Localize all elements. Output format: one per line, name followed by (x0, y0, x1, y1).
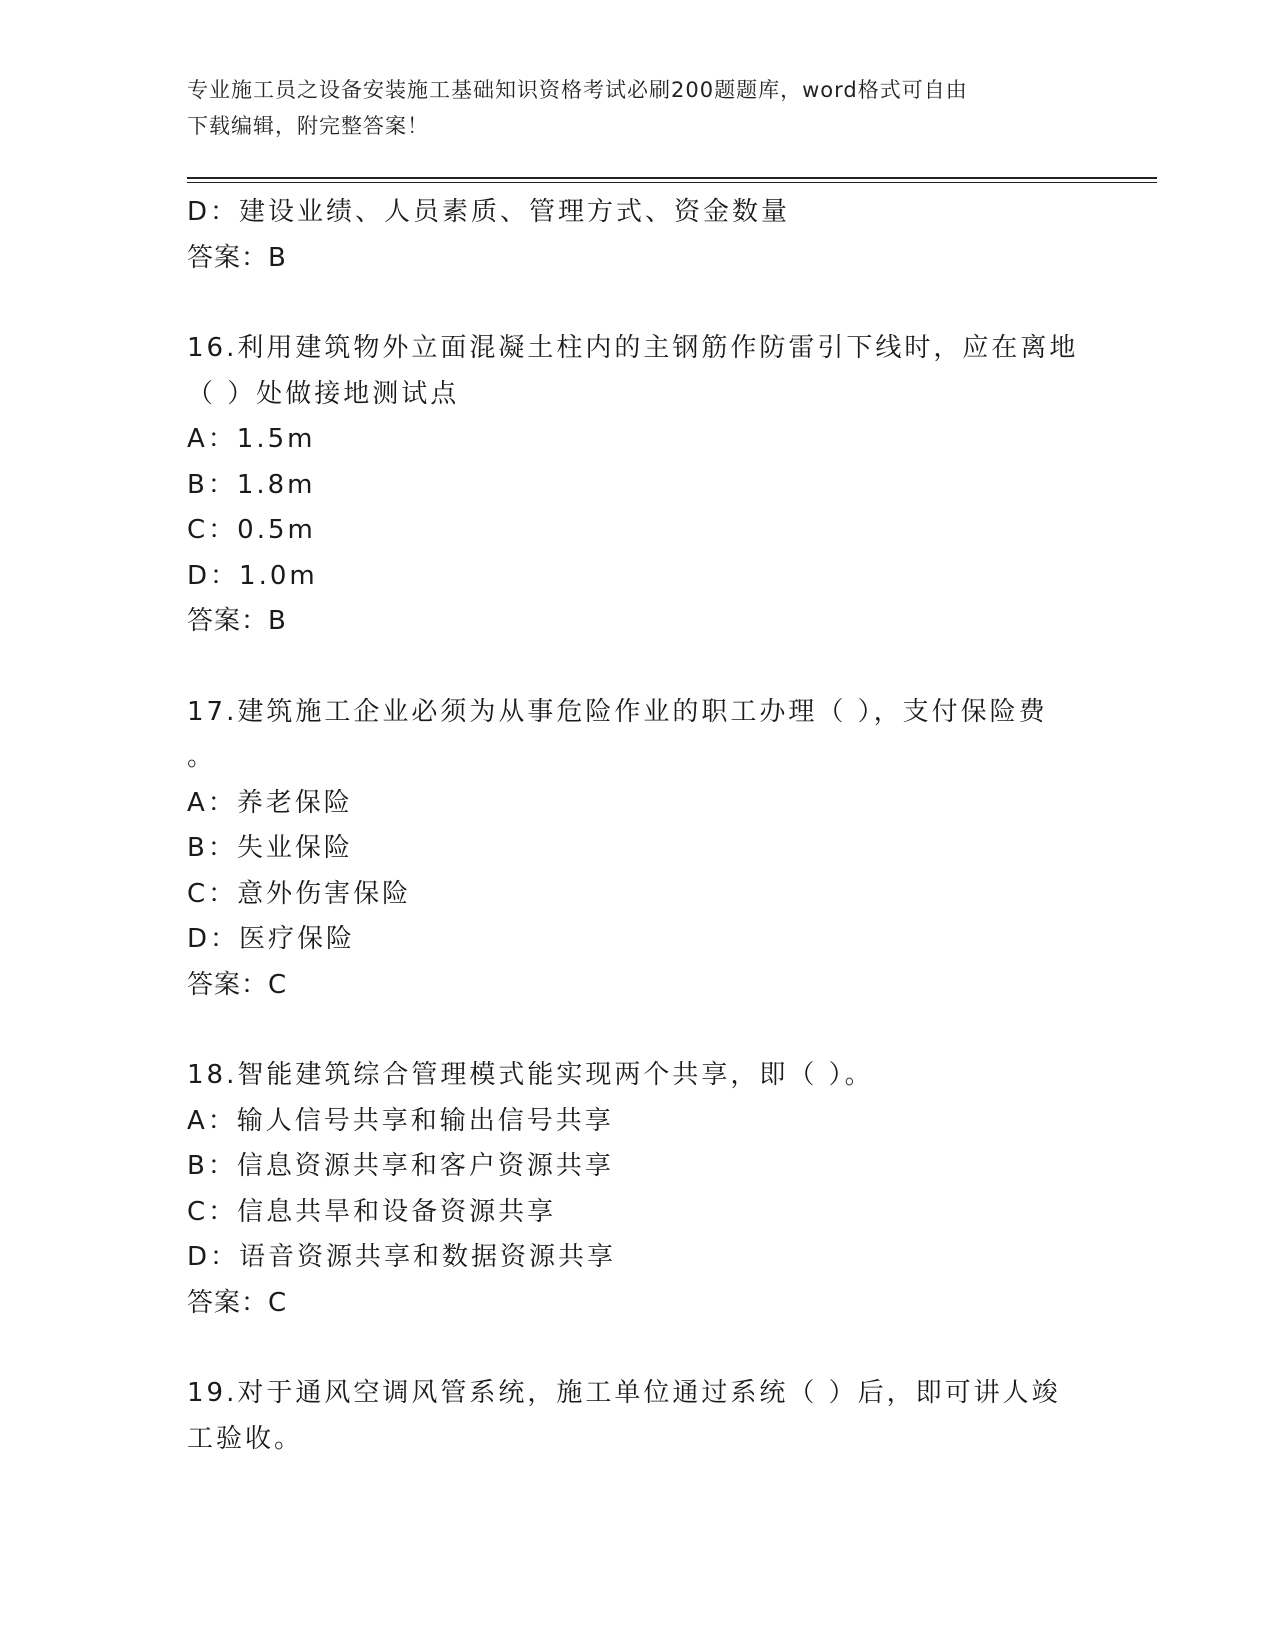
option-d: D：医疗保险 (187, 924, 356, 954)
option-b: B：信息资源共享和客户资源共享 (187, 1151, 614, 1181)
answer: 答案：C (187, 969, 288, 1000)
page-header (187, 72, 1077, 144)
spacer (187, 645, 1087, 690)
header-divider-thick (187, 177, 1157, 179)
question-16 (187, 326, 1087, 645)
option-b: B：失业保险 (187, 833, 353, 863)
question-text: 。 (187, 742, 217, 772)
header-title-line-1: 专业施工员之设备安装施工基础知识资格考试必刷200题题库，word格式可自由 (187, 78, 968, 102)
spacer (187, 281, 1087, 326)
option-d: D：语音资源共享和数据资源共享 (187, 1242, 617, 1272)
spacer (187, 1326, 1087, 1371)
answer: 答案：B (187, 606, 287, 636)
option-d: D：1.0m (187, 560, 318, 591)
option-a: A：养老保险 (187, 787, 353, 818)
prev-option-d: D：建设业绩、人员素质、管理方式、资金数量 (187, 197, 791, 227)
header-divider-thin (187, 182, 1157, 183)
question-19 (187, 1371, 1087, 1462)
prev-answer: 答案：B (187, 242, 287, 273)
question-text: 工验收。 (187, 1423, 304, 1454)
question-body (187, 190, 1087, 1462)
option-c: C：0.5m (187, 515, 316, 545)
option-c: C：意外伤害保险 (187, 878, 412, 909)
option-c: C：信息共旱和设备资源共享 (187, 1196, 557, 1227)
option-a: A：1.5m (187, 424, 316, 454)
option-a: A：输人信号共享和输出信号共享 (187, 1105, 614, 1136)
question-17 (187, 690, 1087, 1009)
header-title-line-2: 下载编辑，附完整答案！ (187, 114, 429, 138)
question-text: 19.对于通风空调风管系统，施工单位通过系统（ ）后，即可讲人竣 (187, 1378, 1061, 1408)
question-text: （ ）处做接地测试点 (187, 378, 460, 409)
question-text: 18.智能建筑综合管理模式能实现两个共享，即（ ）。 (187, 1060, 874, 1090)
question-18 (187, 1053, 1087, 1326)
question-text: 16.利用建筑物外立面混凝土柱内的主钢筋作防雷引下线时，应在离地 (187, 333, 1079, 363)
question-text: 17.建筑施工企业必须为从事危险作业的职工办理（ ），支付保险费 (187, 696, 1048, 727)
option-b: B：1.8m (187, 469, 316, 500)
answer: 答案：C (187, 1287, 288, 1318)
spacer (187, 1008, 1087, 1053)
